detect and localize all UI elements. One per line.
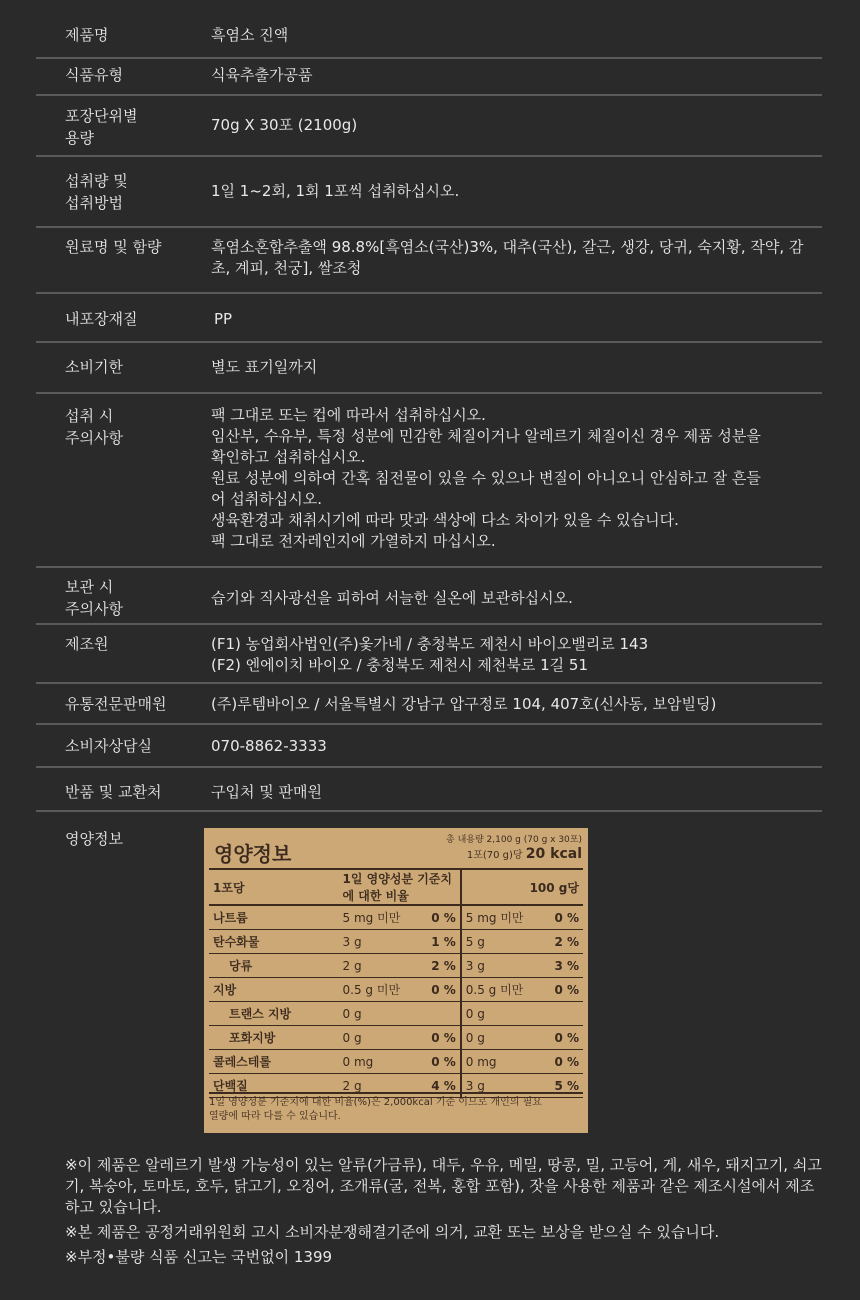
row-value: (F1) 농업회사법인(주)옻가네 / 충청북도 제천시 바이오밸리로 143 (F2) 엔에이치 바이오 / 충청북도 제천시 제천북로 1길 51 <box>211 635 649 674</box>
per-serving-percent <box>420 1002 461 1026</box>
row-intake-caution <box>36 394 822 568</box>
row-return-exchange <box>36 768 822 812</box>
nutrition-row <box>209 905 583 930</box>
row-manufacturer <box>36 625 822 684</box>
row-distributor <box>36 684 822 725</box>
per-serving-percent: 0 % <box>420 1026 461 1050</box>
row-label: 보관 시 주의사항 <box>65 578 123 618</box>
row-value: 식육추출가공품 <box>211 66 313 84</box>
header-right: 100 g당 <box>461 869 583 905</box>
nutrition-per-serving <box>467 846 582 862</box>
row-label: 식품유형 <box>65 66 123 84</box>
nutrition-title: 영양정보 <box>214 842 292 866</box>
row-label: 유통전문판매원 <box>65 695 167 713</box>
row-package-volume <box>36 96 822 157</box>
row-value: 습기와 직사광선을 피하여 서늘한 실온에 보관하십시오. <box>211 589 573 607</box>
row-label: 섭취량 및 섭취방법 <box>65 172 128 212</box>
per-serving-amount: 0 mg <box>339 1050 420 1074</box>
row-value: 흑염소 진액 <box>211 26 289 44</box>
row-value: 1일 1~2회, 1회 1포씩 섭취하십시오. <box>211 182 460 200</box>
row-label: 내포장재질 <box>65 310 138 328</box>
row-label: 소비자상담실 <box>65 737 152 755</box>
row-storage-caution <box>36 568 822 625</box>
per-serving-percent: 2 % <box>420 954 461 978</box>
row-label: 제조원 <box>65 635 109 653</box>
nutrient-name: 단백질 <box>209 1074 339 1098</box>
row-ingredients <box>36 228 822 294</box>
per-100g-amount: 3 g <box>461 954 544 978</box>
per-100g-percent: 0 % <box>543 978 583 1002</box>
per-serving-amount: 0.5 g 미만 <box>339 978 420 1002</box>
nutrition-row <box>209 1026 583 1050</box>
per-serving-amount: 0 g <box>339 1002 420 1026</box>
row-value: 흑염소혼합추출액 98.8%[흑염소(국산)3%, 대추(국산), 갈근, 생강, 당귀, 숙지황, 작약, 감 초, 계피, 천궁], 쌀조청 <box>211 238 804 277</box>
per-100g-percent: 0 % <box>543 1026 583 1050</box>
row-value: 070-8862-3333 <box>211 737 327 755</box>
header-left: 1포당 <box>209 869 339 905</box>
per-serving-amount: 2 g <box>339 954 420 978</box>
row-value: PP <box>214 310 233 328</box>
nutrient-name: 콜레스테롤 <box>209 1050 339 1074</box>
per-serving-amount: 0 g <box>339 1026 420 1050</box>
kcal: 20 kcal <box>525 846 582 862</box>
nutrient-name: 지방 <box>209 978 339 1002</box>
per-100g-amount: 5 g <box>461 930 544 954</box>
row-label: 원료명 및 함량 <box>65 238 162 256</box>
nutrition-footnote: 1일 영양성분 기준치에 대한 비율(%)은 2,000kcal 기준 이므로 개인의 필요 열량에 따라 다를 수 있습니다. <box>209 1092 583 1124</box>
notes <box>65 1155 825 1272</box>
row-label: 반품 및 교환처 <box>65 783 162 801</box>
per-100g-amount: 3 g <box>461 1074 544 1098</box>
per-100g-amount: 0 g <box>461 1002 544 1026</box>
per-100g-percent: 0 % <box>543 905 583 930</box>
nutrition-table-header <box>209 869 583 905</box>
per-serving-amount: 2 g <box>339 1074 420 1098</box>
nutrient-name: 탄수화물 <box>209 930 339 954</box>
row-value: 팩 그대로 또는 컵에 따라서 섭취하십시오. 임산부, 수유부, 특정 성분에 민감한 체질이거나 알레르기 체질이신 경우 제품 성분을 확인하고 섭취하십시오. 원료 성분에 의하여 간혹 침전물이 있을 수 있으나 변질이 아니오니 안심하고 잘 흔들 어 섭취하십시오. 생육환경과 채취시기에 따라 맛과 색상에 다소 차이가 있을 수 있습니다. 팩 그대로 전자레인지에 가열하지 마십시오. <box>211 406 761 550</box>
per-100g-amount: 0 mg <box>461 1050 544 1074</box>
row-value: 구입처 및 판매원 <box>211 783 322 801</box>
per-serving-percent: 0 % <box>420 1050 461 1074</box>
row-product-name <box>36 0 822 59</box>
row-value: 70g X 30포 (2100g) <box>211 116 358 134</box>
per-serving-percent: 0 % <box>420 905 461 930</box>
nutrition-row <box>209 930 583 954</box>
nutrient-name: 포화지방 <box>209 1026 339 1050</box>
row-food-type <box>36 59 822 96</box>
row-value: 별도 표기일까지 <box>211 358 318 376</box>
nutrition-row <box>209 954 583 978</box>
per-100g-percent: 3 % <box>543 954 583 978</box>
per-100g-percent <box>543 1002 583 1026</box>
nutrition-row-label: 영양정보 <box>65 830 123 848</box>
row-expiry <box>36 343 822 394</box>
nutrition-total: 총 내용량 2,100 g (70 g x 30포) <box>446 835 582 845</box>
row-label: 제품명 <box>65 26 109 44</box>
allergy-note: ※이 제품은 알레르기 발생 가능성이 있는 알류(가금류), 대두, 우유, 메밀, 땅콩, 밀, 고등어, 게, 새우, 돼지고기, 쇠고기, 복숭아, 토마토, 호두, 닭고기, 오징어, 조개류(굴, 전복, 홍합 포함), 잣을 사용한 제품과 같은 제조시설에서 제조하고 있습니다. <box>65 1156 822 1216</box>
row-intake-method <box>36 157 822 228</box>
row-packaging-material <box>36 294 822 343</box>
per-100g-percent: 0 % <box>543 1050 583 1074</box>
nutrient-name: 트랜스 지방 <box>209 1002 339 1026</box>
per-100g-percent: 5 % <box>543 1074 583 1098</box>
per-serving-percent: 4 % <box>420 1074 461 1098</box>
per-serving-percent: 0 % <box>420 978 461 1002</box>
per-label: 1포(70 g)당 <box>466 850 523 861</box>
nutrition-header <box>204 828 588 868</box>
per-100g-amount: 0.5 g 미만 <box>461 978 544 1002</box>
nutrition-row <box>209 1002 583 1026</box>
per-100g-amount: 0 g <box>461 1026 544 1050</box>
report-note: ※부정•불량 식품 신고는 국번없이 1399 <box>65 1248 333 1266</box>
per-serving-amount: 3 g <box>339 930 420 954</box>
nutrition-row <box>209 1050 583 1074</box>
per-100g-amount: 5 mg 미만 <box>461 905 544 930</box>
nutrition-row <box>209 978 583 1002</box>
nutrient-name: 당류 <box>209 954 339 978</box>
header-mid: 1일 영양성분 기준치에 대한 비율 <box>339 869 461 905</box>
nutrition-facts-panel <box>204 828 588 1133</box>
row-customer-service <box>36 725 822 768</box>
row-label: 포장단위별 용량 <box>65 107 138 147</box>
nutrition-table <box>209 868 583 1098</box>
per-100g-percent: 2 % <box>543 930 583 954</box>
per-serving-amount: 5 mg 미만 <box>339 905 420 930</box>
row-label: 섭취 시 주의사항 <box>65 407 123 447</box>
nutrient-name: 나트륨 <box>209 905 339 930</box>
per-serving-percent: 1 % <box>420 930 461 954</box>
compensation-note: ※본 제품은 공정거래위원회 고시 소비자분쟁해결기준에 의거, 교환 또는 보상을 받으실 수 있습니다. <box>65 1223 720 1241</box>
row-label: 소비기한 <box>65 358 123 376</box>
row-value: (주)루템바이오 / 서울특별시 강남구 압구정로 104, 407호(신사동, 보암빌딩) <box>211 695 717 713</box>
